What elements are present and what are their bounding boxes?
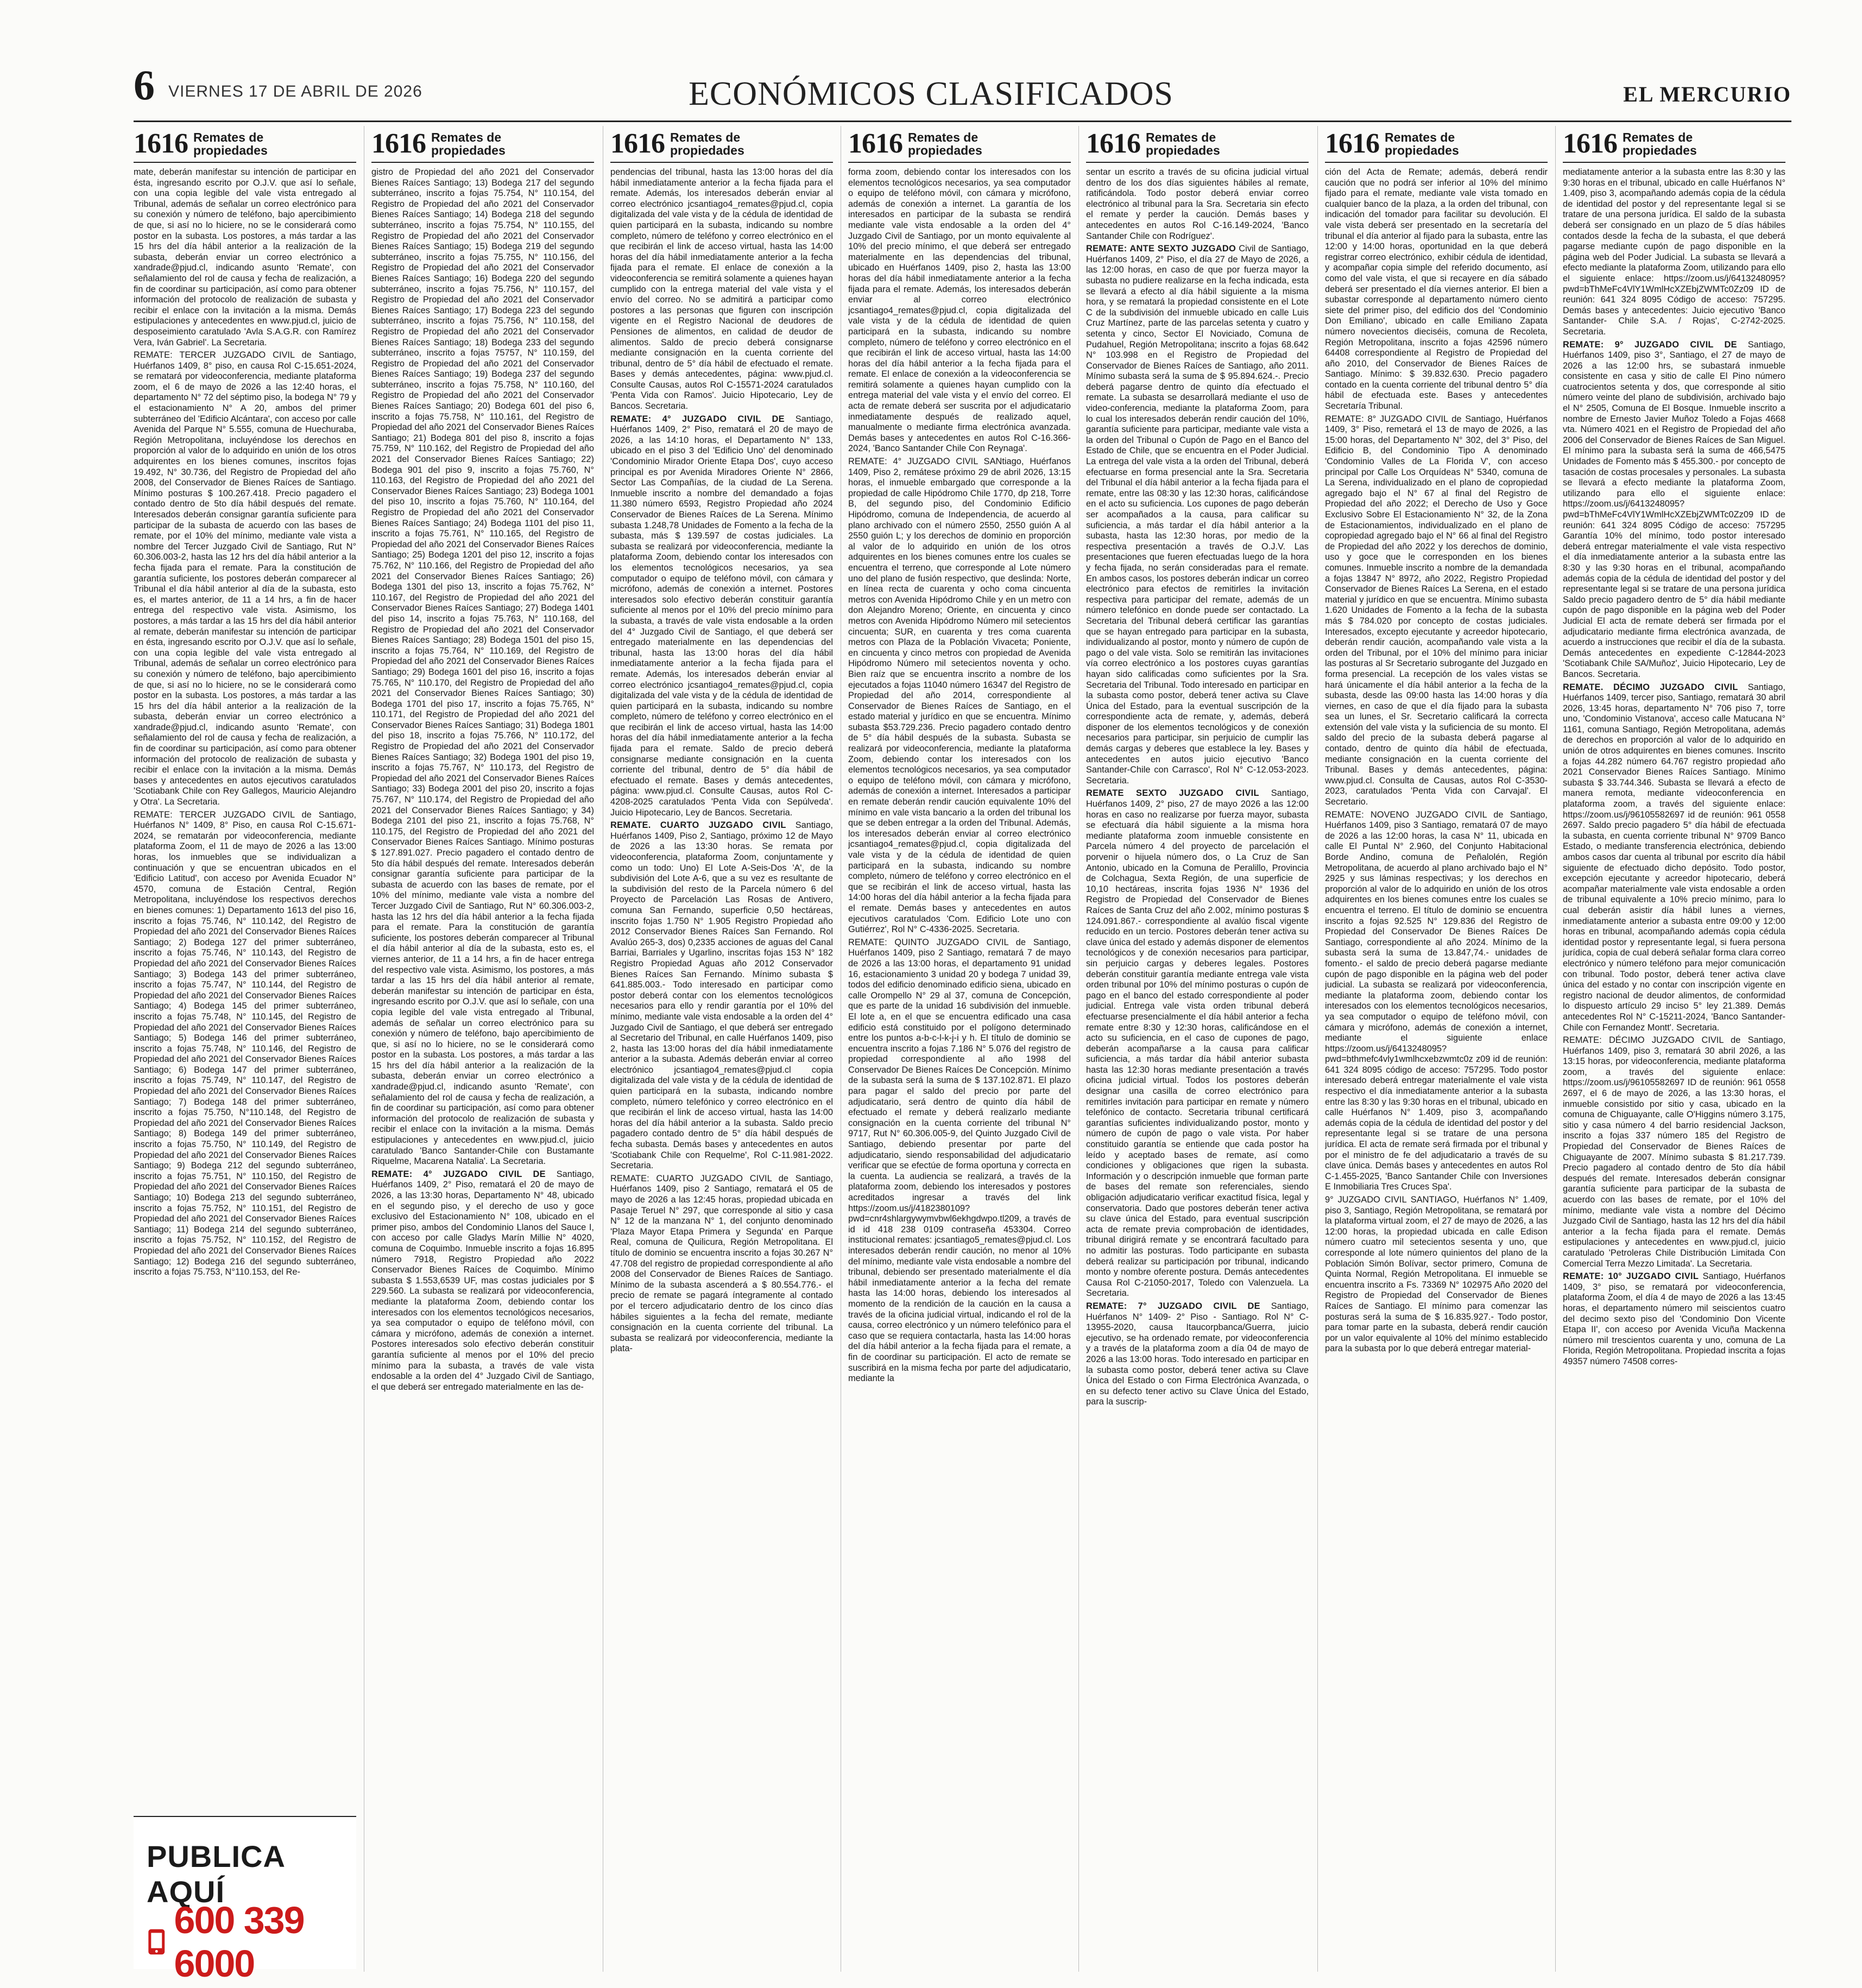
category-label (431, 131, 506, 157)
column-header (134, 126, 356, 163)
phone-icon (147, 1926, 167, 1958)
category-label-line1: Remates de (1623, 130, 1693, 144)
category-label-line2: propiedades (1623, 143, 1697, 157)
publication-date: VIERNES 17 DE ABRIL DE 2026 (168, 83, 422, 100)
category-label (1385, 131, 1459, 157)
auction-notice: REMATE: 4° JUZGADO CIVIL DE Santiago, Huérfanos 1409, 2° Piso, rematará el 20 de mayo de 2026, a las 14:10 horas, el Departamento N° 133, ubicado en el piso 3 del 'Edificio Uno' del denominado 'Condominio Mirador Oriente Etapa Dos', cuyo acceso principal es por Avenida Miradores Oriente N° 2866, Sector Las Compañías, de la ciudad de La Serena. Inmueble inscrito a nombre del demandado a fojas 11.380 número 6593, Registro Propiedad año 2024 Conservador de Bienes Raíces de La Serena. Mínimo subasta 1.248,78 Unidades de Fomento a la fecha de la subasta, más $ 139.597 de costas judiciales. La subasta se realizará por videoconferencia, mediante la plataforma Zoom, debiendo contar los interesados con los elementos tecnológicos necesarios, ya sea computador o equipo de teléfono móvil, con cámara y micrófono, además de conexión a internet. Postores interesados solo efectivo deberán constituir garantía suficiente al menos por el 10% del precio mínimo para la subasta, a través de vale vista endosable a la orden del 4° Juzgado Civil de Santiago, el que deberá ser entregado materialmente en las dependencias del tribunal, hasta las 13:00 horas del día hábil inmediatamente anterior a la fecha fijada para el remate. Además, los interesados deberán enviar al correo electrónico jcsantiago4_remates@pjud.cl, copia digitalizada del vale vista y de la cédula de identidad de quien participará en la subasta, indicando su nombre completo, número de teléfono y correo electrónico en el que recibirán el link de acceso virtual, hasta las 14:00 horas del día hábil inmediatamente anterior a la fecha fijada para el remate. Saldo de precio deberá consignarse mediante consignación en la cuenta corriente del tribunal, dentro de 5° día hábil de efectuado el remate. Bases y demás antecedentes, página: www.pjud.cl. Consulte Causas, autos Rol C-4208-2025 caratulados 'Penta Vida con Sepúlveda'. Juicio Hipotecario, Ley de Bancos. Secretaria. (610, 414, 833, 818)
auction-notice: forma zoom, debiendo contar los interesados con los elementos tecnológicos necesarios, ya sea computador o equipo de teléfono móvil, con cámara y micrófono, además de conexión a internet. La garantía de los interesados en participar de la subasta se rendirá mediante vale vista endosable a la orden del 4° Juzgado Civil de Santiago, por un monto equivalente al 10% del precio mínimo, el que deberá ser entregado materialmente en las dependencias del tribunal, ubicado en Huérfanos 1409, piso 2, hasta las 13:00 horas del día hábil inmediatamente anterior a la fecha fijada para el remate. Además, los interesados deberán enviar al correo electrónico jcsantiago4_remates@pjud.cl, copia digitalizada del vale vista y de la cédula de identidad de quien participará en la subasta, indicando su nombre completo, número de teléfono y correo electrónico en el que recibirán el link de acceso virtual, hasta las 14:00 horas del día hábil anterior a la fecha fijada para el remate. El enlace de conexión a la videoconferencia se remitirá solamente a quienes hayan cumplido con la entrega material del vale vista y el envío del correo. El acta de remate deberá ser suscrita por el adjudicatario inmediatamente después de realizado aquel, manualmente o mediante firma electrónica avanzada. Demás bases y antecedentes en autos Rol C-16.366-2024, 'Banco Santander Chile Con Reynaga'. (848, 167, 1071, 454)
auction-notice: REMATE: 4° JUZGADO CIVIL SANtiago, Huérfanos 1409, Piso 2, remátese próximo 29 de abril 2026, 13:15 horas, el inmueble embargado que corresponde a la propiedad de calle Hipódromo Chile 1770, dp 218, Torre B, del segundo piso, del Condominio Edificio Hipódromo, comuna de Independencia, de acuerdo al plano archivado con el número 2550, 2550 guión A al 2550 guión L; y los derechos de dominio en proporción al valor de lo adquirido en unión de los otros adquirentes en los bienes comunes entre los cuales se encuentra el terreno, que corresponde al Lote número uno del plano de fusión respectivo, que deslinda: Norte, en línea recta de cuarenta y ocho coma cincuenta metros con Avenida Hipódromo Chile y en un metro con don Alejandro Moreno; Oriente, en cincuenta y cinco metros con Avenida Hipódromo Número mil setecientos cincuenta; SUR, en cuarenta y tres coma cuarenta metros con Plaza de la Población Vivaceta; Poniente, en cincuenta y cinco metros con propiedad de Avenida Hipódromo Número mil setecientos noventa y ocho. Bien raíz que se encuentra inscrito a nombre de los ejecutados a fojas 11040 número 16347 del Registro de Propiedad del año 2014, correspondiente al Conservador de Bienes Raíces de Santiago, en el estado material y jurídico en que se encuentra. Mínimo subasta $53.729.236. Precio pagadero contado dentro de 5° día hábil después de la subasta. Subasta se realizará por videoconferencia, mediante la plataforma Zoom, debiendo contar los interesados con los elementos tecnológicos necesarios, ya sea computador o equipo de teléfono móvil, con cámara y micrófono, además de conexión a internet. Interesados a participar en remate deberán rendir caución equivalente 10% del mínimo en vale vista bancario a la orden del tribunal los que se deben entregar a la orden del Tribunal. Además, los interesados deberán enviar al correo electrónico jcsantiago4_remates@pjud.cl, copia digitalizada del vale vista y de la cédula de identidad de quien participará en la subasta, indicando su nombre completo, número de teléfono y correo electrónico en el que se recibirán el link de acceso virtual, hasta las 14:00 horas del día hábil anterior a la fecha fijada para el remate. Demás bases y antecedentes en autos ejecutivos caratulados 'Com. Edificio Lote uno con Gutiérrez', Rol N° C-4336-2025. Secretaria. (848, 457, 1071, 935)
category-label-line1: Remates de (670, 130, 741, 144)
newspaper-logo: EL MERCURIO (1623, 82, 1791, 106)
category-label (1623, 131, 1697, 157)
auction-notice: REMATE: 7° JUZGADO CIVIL DE Santiago, Huérfanos N° 1409- 2° Piso - Santiago. Rol N° C-13955-2020, causa Itaucorpbanca/Guerra, juicio ejecutivo, se ha ordenado remate, por videoconferencia y a través de la plataforma zoom a día 04 de mayo de 2026 a las 13:00 horas. Todo interesado en participar en la subasta como postor, deberá tener activa su Clave Única del Estado o con Firma Electrónica Avanzada, o en su defecto tener activo su Clave Única del Estado, para la suscrip- (1086, 1301, 1309, 1407)
auction-notice: mate, deberán manifestar su intención de participar en ésta, ingresando escrito por O.J.V. que así lo señale, con una copia legible del vale vista entregado al Tribunal, además de señalar un correo electrónico para su conexión y número de teléfono, bajo apercibimiento de que, si así no lo hiciere, no se le considerará como postor en la subasta. Los postores, a más tardar a las 15 hrs del día hábil anterior a la realización de la subasta, deberán enviar un correo electrónico a xandrade@pjud.cl, indicando asunto 'Remate', con señalamiento del rol de causa y fecha de realización, a fin de coordinar su participación, así como para obtener información del protocolo de realización de subasta y recibir el enlace con la invitación a la misma. Demás estipulaciones y antecedentes en www.pjud.cl, juicio de desposeimiento caratulado 'Avla S.A.G.R. con Ramírez Vera, Iván Gabriel'. La Secretaria. (134, 167, 356, 347)
auction-notice: gistro de Propiedad del año 2021 del Conservador Bienes Raíces Santiago; 13) Bodega 217 del segundo subterráneo, inscrito a fojas 75.754, N° 110.154, del Registro de Propiedad del año 2021 del Conservador Bienes Raíces Santiago; 14) Bodega 218 del segundo subterráneo, inscrito a fojas 75.754, N° 110.155, del Registro de Propiedad del año 2021 del Conservador Bienes Raíces Santiago; 15) Bodega 219 del segundo subterráneo, inscrito a fojas 75.755, N° 110.156, del Registro de Propiedad del año 2021 del Conservador Bienes Raíces Santiago; 16) Bodega 220 del segundo subterráneo, inscrito a fojas 75.756, N° 110.157, del Registro de Propiedad del año 2021 del Conservador Bienes Raíces Santiago; 17) Bodega 223 del segundo subterráneo, inscrito a fojas 75.756, N° 110.158, del Registro de Propiedad del año 2021 del Conservador Bienes Raíces Santiago; 18) Bodega 233 del segundo subterráneo, inscrito a fojas 75757, N° 110.159, del Registro de Propiedad del año 2021 del Conservador Bienes Raíces Santiago; 19) Bodega 237 del segundo subterráneo, inscrito a fojas 75.758, N° 110.160, del Registro de Propiedad del año 2021 del Conservador Bienes Raíces Santiago; 20) Bodega 601 del piso 6, inscrito a fojas 75.758, N° 110.161, del Registro de Propiedad del año 2021 del Conservador Bienes Raíces Santiago; 21) Bodega 801 del piso 8, inscrito a fojas 75.759, N° 110.162, del Registro de Propiedad del año 2021 del Conservador Bienes Raíces Santiago; 22) Bodega 901 del piso 9, inscrito a fojas 75.760, N° 110.163, del Registro de Propiedad del año 2021 del Conservador Bienes Raíces Santiago; 23) Bodega 1001 del piso 10, inscrito a fojas 75.760, N° 110.164, del Registro de Propiedad del año 2021 del Conservador Bienes Raíces Santiago; 24) Bodega 1101 del piso 11, inscrito a fojas 75.761, N° 110.165, del Registro de Propiedad del año 2021 del Conservador Bienes Raíces Santiago; 25) Bodega 1201 del piso 12, inscrito a fojas 75.762, N° 110.166, del Registro de Propiedad del año 2021 del Conservador Bienes Raíces Santiago; 26) Bodega 1301 del piso 13, inscrito a fojas 75.762, N° 110.167, del Registro de Propiedad del año 2021 del Conservador Bienes Raíces Santiago; 27) Bodega 1401 del piso 14, inscrito a fojas 75.763, N° 110.168, del Registro de Propiedad del año 2021 del Conservador Bienes Raíces Santiago; 28) Bodega 1501 del piso 15, inscrito a fojas 75.764, N° 110.169, del Registro de Propiedad del año 2021 del Conservador Bienes Raíces Santiago; 29) Bodega 1601 del piso 16, inscrito a fojas 75.765, N° 110.170, del Registro de Propiedad del año 2021 del Conservador Bienes Raíces Santiago; 30) Bodega 1701 del piso 17, inscrito a fojas 75.765, N° 110.171, del Registro de Propiedad del año 2021 del Conservador Bienes Raíces Santiago; 31) Bodega 1801 del piso 18, inscrito a fojas 75.766, N° 110.172, del Registro de Propiedad del año 2021 del Conservador Bienes Raíces Santiago; 32) Bodega 1901 del piso 19, inscrito a fojas 75.767, N° 110.173, del Registro de Propiedad del año 2021 del Conservador Bienes Raíces Santiago; 33) Bodega 2001 del piso 20, inscrito a fojas 75.767, N° 110.174, del Registro de Propiedad del año 2021 del Conservador Bienes Raíces Santiago; y 34) Bodega 2101 del piso 21, inscrito a fojas 75.768, N° 110.175, del Registro de Propiedad del año 2021 del Conservador Bienes Raíces Santiago. Mínimo posturas $ 127.891.027. Precio pagadero el contado dentro de 5to día hábil después del remate. Interesados deberán consignar garantía suficiente para participar de la subasta de acuerdo con las bases de remate, por el 10% del mínimo, mediante vale vista a nombre del Tercer Juzgado Civil de Santiago, Rut N° 60.306.003-2, hasta las 12 hrs del día hábil anterior a la fecha fijada para el remate. Para la constitución de garantía suficiente, los postores deberán comparecer al Tribunal el día hábil anterior al día de la subasta, esto es, el viernes anterior, de 11 a 14 hrs, a fin de hacer entrega del respectivo vale vista. Asimismo, los postores, a más tardar a las 15 hrs del día hábil anterior al remate, deberán manifestar su intención de participar en ésta, ingresando escrito por O.J.V. que así lo señale, con una copia legible del vale vista entregado al Tribunal, además de señalar un correo electrónico para su conexión y número de teléfono, bajo apercibimiento de que, si así no lo hiciere, no se le considerará como postor en la subasta. Los postores, a más tardar a las 15 hrs del día hábil anterior a la realización de la subasta, deberán enviar un correo electrónico a xandrade@pjud.cl, indicando asunto 'Remate', con señalamiento del rol de causa y fecha de realización, a fin de coordinar su participación, así como para obtener información del protocolo de realización de subasta y recibir el enlace con la invitación a la misma. Demás estipulaciones y antecedentes en www.pjud.cl, juicio caratulado 'Banco Santander-Chile con Bustamante Riquelme, Macarena Natalia'. La Secretaria. (371, 167, 594, 1167)
category-code: 1616 (848, 128, 902, 159)
auction-notice: REMATE: TERCER JUZGADO CIVIL de Santiago, Huérfanos 1409, 8° piso, en causa Rol C-15.651-2024, se rematará por videoconferencia, mediante plataforma zoom, el 6 de mayo de 2026 a las 12:40 horas, el departamento N° 72 del séptimo piso, la bodega N° 79 y el estacionamiento N° A 20, ambos del primer subterráneo del 'Edificio Alcántara', con acceso por calle Avenida del Parque N° 5.555, comuna de Huechuraba, Región Metropolitana, incluyéndose los derechos en proporción al valor de lo adquirido en unión de los otros adquirentes en los bienes comunes, inscritos fojas 19.492, N° 30.736, del Registro de Propiedad del año 2008, del Conservador de Bienes Raíces de Santiago. Mínimo posturas $ 100.267.418. Precio pagadero el contado dentro de 5to día hábil después del remate. Interesados deberán consignar garantía suficiente para participar de la subasta de acuerdo con las bases de remate, por el 10% del mínimo, mediante vale vista a nombre del Tercer Juzgado Civil de Santiago, Rut N° 60.306.003-2, hasta las 12 hrs del día hábil anterior a la fecha fijada para el remate. Para la constitución de garantía suficiente, los postores deberán comparecer al Tribunal el día hábil anterior al día de la subasta, esto es, el martes anterior, de 11 a 14 hrs, a fin de hacer entrega del respectivo vale vista. Asimismo, los postores, a más tardar a las 15 hrs del día hábil anterior al remate, deberán manifestar su intención de participar en ésta, ingresando escrito por O.J.V. que así lo señale, con una copia legible del vale vista entregado al Tribunal, además de señalar un correo electrónico para su conexión y número de teléfono, bajo apercibimiento de que, si así no lo hiciere, no se le considerará como postor en la subasta. Los postores, a más tardar a las 15 hrs del día hábil anterior a la realización de la subasta, deberán enviar un correo electrónico a xandrade@pjud.cl, indicando asunto 'Remate', con señalamiento del rol de causa y fecha de realización, a fin de coordinar su participación, así como para obtener información del protocolo de realización de subasta y recibir el enlace con la invitación a la misma. Demás bases y antecedentes en autos ejecutivos caratulados 'Scotiabank Chile con Rey Gallegos, Mauricio Alejandro y Otra'. La Secretaria. (134, 350, 356, 807)
column-divider (1078, 126, 1079, 1972)
category-label-line2: propiedades (431, 143, 506, 157)
category-label-line2: propiedades (908, 143, 982, 157)
category-label-line2: propiedades (1385, 143, 1459, 157)
header-rule (134, 121, 1791, 122)
auction-notice: ción del Acta de Remate; además, deberá rendir caución que no podrá ser inferior al 10% del mínimo fijado para el remate, mediante vale vista tomado en cualquier banco de la plaza, a la orden del tribunal, con indicación del tomador para facilitar su devolución. El vale vista deberá ser presentado en la secretaría del tribunal el día anterior al fijado para la subasta, entre las 12:00 y 14:00 horas, oportunidad en la que deberá registrar correo electrónico, exhibir cédula de identidad, y acompañar copia simple del referido documento, así como del vale vista, el que si recayere en día sábado deberá ser presentado el día viernes anterior. El bien a subastar corresponde al departamento número ciento siete del primer piso, del edificio dos del 'Condominio Don Emiliano', ubicado en calle Emiliano Zapata número novecientos dieciséis, comuna de Recoleta, Región Metropolitana, inscrito a fojas 42596 número 64408 correspondiente al Registro de Propiedad del año 2010, del Conservador de Bienes Raíces de Santiago. Mínimo: $ 39.832.630. Precio pagadero contado en la cuenta corriente del tribunal dentro 5° día hábil de efectuada este. Bases y antecedentes Secretaría Tribunal. (1325, 167, 1548, 411)
column-header (371, 126, 594, 163)
category-label (1146, 131, 1220, 157)
category-code: 1616 (1325, 128, 1379, 159)
auction-notice: sentar un escrito a través de su oficina judicial virtual dentro de los dos días siguientes hábiles al remate, ratificándola. Todo postor deberá enviar correo electrónico al tribunal para la Sra. Secretaria sin efecto el remate y perder la caución. Demás bases y antecedentes en autos Rol C-16.149-2024, 'Banco Santander Chile con Rodríguez'. (1086, 167, 1309, 241)
column-body (1563, 167, 1785, 1367)
auction-notice: REMATE: CUARTO JUZGADO CIVIL de Santiago, Huérfanos 1409, piso 2 Santiago, rematará el 05 de mayo de 2026 a las 12:45 horas, propiedad ubicada en Pasaje Teruel N° 297, que corresponde al sitio y casa N° 12 de la manzana N° 1, del conjunto denominado 'Plaza Mayor Etapa Primera y Segunda' en Parque Real, comuna de Quilicura, Región Metropolitana. El título de dominio se encuentra inscrito a fojas 30.267 N° 47.708 del registro de propiedad correspondiente al año 2008 del Conservador de Bienes Raíces de Santiago. Mínimo de la subasta ascenderá a $ 80.554.776.- el precio de remate se pagará íntegramente al contado por el tercero adjudicatario dentro de los cinco días hábiles siguientes a la fecha del remate, mediante consignación en la cuenta corriente del tribunal. La subasta se realizará por videoconferencia, mediante la plata- (610, 1173, 833, 1354)
ad-phone-text: 600 339 6000 (174, 1899, 304, 1985)
auction-notice: REMATE: 9° JUZGADO CIVIL DE Santiago, Huérfanos 1409, piso 3°, Santiago, el 27 de mayo de 2026 a las 12:00 hrs, se subastará inmueble consistente en casa y sitio de calle El Pino número cuatrocientos setenta y dos, que corresponde al sitio número veinte del plano de subdivisión, archivado bajo el N° 2505, Comuna de El Bosque. Inmueble inscrito a nombre de Ernesto Javier Muñoz Toledo a Fojas 4668 vta. Número 4021 en el Registro de Propiedad del año 2006 del Conservador de Bienes Raíces de San Miguel. El mínimo para la subasta será la suma de 466,5475 Unidades de Fomento más $ 455.300.- por concepto de tasación de costas procesales y personales. La subasta se llevará a efecto mediante la plataforma Zoom, utilizando para ello el siguiente enlace: https://zoom.us/j/6413248095?pwd=bThMeFc4VlY1WmlHcXZEbjZWMTc0Zz09 ID de reunión: 641 324 8095 Código de acceso: 757295 Garantía 10% del mínimo, todo postor interesado deberá entregar materialmente el vale vista respectivo el día inmediatamente anterior a la subasta entre las 8:30 y las 9:30 horas en el tribunal, acompañando además copia de la cédula de identidad del postor y del representante legal si se tratare de una persona jurídica Saldo precio pagadero dentro de 5° día hábil mediante cupón de pago disponible en la página web del Poder Judicial El acta de remate deberá ser firmada por el adjudicatario mediante firma electrónica avanzada, de acuerdo a instrucciones que recibir el día de la subasta. Demás antecedentes en expediente C-12844-2023 'Scotiabank Chile SA/Muñoz', Juicio Hipotecario, Ley de Bancos. Secretaria. (1563, 339, 1785, 679)
auction-notice: REMATE: DÉCIMO JUZGADO CIVIL de Santiago, Huérfanos 1409, piso 3, rematará 30 abril 2026, a las 13:15 horas, por videoconferencia, mediante plataforma zoom, a través del siguiente enlace: https://zoom.us/j/96105582697 ID de reunión: 961 0558 2697, el 6 de mayo de 2026, a las 13:30 horas, el inmueble consistido por sitio y casa, ubicado en la comuna de Chiguayante, calle O'Higgins número 3.175, sitio y casa número 4 del barrio residencial Jackson, inscrito a fojas 337 número 185 del Registro de Propiedad del Conservador de Bienes Raíces de Chiguayante de 2007. Mínimo subasta $ 81.217.739. Precio pagadero al contado dentro de 5to día hábil después del remate. Interesados deberán consignar garantía suficiente para participar de la subasta de acuerdo con las bases de remate, por el 10% del mínimo, mediante vale vista a nombre del Décimo Juzgado Civil de Santiago, hasta las 12 hrs del día hábil anterior a la fecha fijada para el remate. Demás estipulaciones y antecedentes en www.pjud.cl, juicio caratulado 'Petroleras Chile Distribución Limitada Con Comercial Terra Mezzo Limitada'. La Secretaria. (1563, 1035, 1785, 1269)
auction-notice: REMATE: 8° JUZGADO CIVIL de Santiago, Huérfanos 1409, 3° Piso, remetará el 13 de mayo de 2026, a las 15:00 horas, del Departamento N° 302, del 3° Piso, del Edificio B, del Condominio Tipo A denominado 'Condominio Valles de La Florida V', con acceso principal por Calle Los Orquídeas N° 5340, comuna de La Serena, individualizado en el plano de copropiedad agregado bajo el N° 67 al final del Registro de Propiedad del año 2022; el Derecho de Uso y Goce Exclusivo Sobre El Estacionamiento N° 32, de la Zona de Estacionamientos, individualizado en el plano de copropiedad agregado bajo el N° 66 al final del Registro de Propiedad del año 2022 y los derechos de dominio, uso y goce que le corresponden en los bienes comunes. Inmueble inscrito a nombre de la demandada a fojas 13847 N° 8972, año 2022, Registro Propiedad Conservador de Bienes Raíces La Serena, en el estado material y jurídico en que se encuentra. Mínimo subasta 1.620 Unidades de Fomento a la fecha de la subasta más $ 784.020 por concepto de costas judiciales. Interesados, excepto ejecutante y acreedor hipotecario, deberán rendir caución, acompañando vale vista a la orden del Tribunal, por el 10% del mínimo para iniciar las posturas al Sr Secretario subrogante del Juzgado en forma presencial. La recepción de los vales vistas se hará únicamente el día hábil anterior a la fecha de la subasta, desde las 09:00 hasta las 14:00 horas y día viernes, en caso de que el día fijado para la subasta sea un lunes, el Sr. Secretario calificará la correcta extensión del vale vista y la suficiencia de su monto. El saldo del precio de la subasta deberá pagarse al contado, dentro de quinto día hábil de efectuada, mediante consignación en la cuenta corriente del Tribunal. Bases y demás antecedentes, página: www.pjud.cl. Consulta de Causas, autos Rol C-3530-2023, caratulados 'Penta Vida con Carvajal'. El Secretario. (1325, 414, 1548, 807)
category-label (670, 131, 744, 157)
column-header (1086, 126, 1309, 163)
column-body (371, 167, 594, 1392)
auction-notice: REMATE: NOVENO JUZGADO CIVIL de Santiago, Huérfanos 1409, piso 3 Santiago, rematará 07 de mayo de 2026 a las 12:00 horas, la casa N° 11, ubicada en calle El Puntal N° 2.960, del Conjunto Habitacional Borde Andino, comuna de Peñalolén, Región Metropolitana, de acuerdo al plano archivado bajo el N° 2925 y sus láminas respectivas; y los derechos en proporción al valor de lo adquirido en unión de los otros adquirentes en los bienes comunes entre los cuales se encuentra el terreno. El título de dominio se encuentra inscrito a fojas 92.525 N° 129.836 del Registro de Propiedad del Conservador De Bienes Raíces De Santiago, correspondiente al año 2024. Mínimo de la subasta será la suma de 13.847,74.- unidades de fomento.- el saldo de precio deberá pagarse mediante cupón de pago disponible en la página web del poder judicial. La subasta se realizará por videoconferencia, mediante la plataforma zoom, debiendo contar los interesados con los elementos tecnológicos necesarios, ya sea computador o equipo de teléfono móvil, con cámara y micrófono, además de conexión a internet, mediante el siguiente enlace https://zoom.us/j/6413248095?pwd=bthmefc4vly1wmlhcxebzwmtc0z z09 id de reunión: 641 324 8095 código de acceso: 757295. Todo postor interesado deberá entregar materialmente el vale vista respectivo el día inmediatamente anterior a la subasta entre las 8:30 y las 9:30 horas en el tribunal, ubicado en calle Huérfanos N° 1.409, piso 3, acompañando además copia de la cédula de identidad del postor y del representante legal si se tratare de una persona jurídica. El acta de remate será firmada por el tribunal y por el ministro de fe del adjudicatario a través de su clave única. Demás bases y antecedentes en autos Rol C-1.455-2025, 'Banco Santander Chile con Inversiones E Inmobiliaria Tres Cruces Spa'. (1325, 809, 1548, 1192)
category-label-line1: Remates de (193, 130, 264, 144)
auction-notice: mediatamente anterior a la subasta entre las 8:30 y las 9:30 horas en el tribunal, ubicado en calle Huérfanos N° 1.409, piso 3, acompañando además copia de la cédula de identidad del postor y del representante legal si se tratare de una persona jurídica. El saldo de la subasta deberá ser consignado en un plazo de 5 días hábiles contados desde la fecha de la subasta, el que deberá pagarse mediante cupón de pago disponible en la página web del Poder Judicial. La subasta se llevará a efecto mediante la plataforma Zoom, utilizando para ello el siguiente enlace: https://zoom.us/j/6413248095?pwd=bThMeFc4VlY1WmlHcXZEbjZWMTc0Zz09 ID de reunión: 641 324 8095 Código de acceso: 757295. Demás bases y antecedentes: Juicio ejecutivo 'Banco Santander- Chile S.A. / Rojas', C-2742-2025. Secretaria. (1563, 167, 1785, 337)
auction-notice: REMATE: TERCER JUZGADO CIVIL de Santiago, Huérfanos N° 1409, 8° Piso, en causa Rol C-15.671-2024, se rematarán por videoconferencia, mediante plataforma Zoom, el 11 de mayo de 2026 a las 13:00 horas, los inmuebles que se individualizan a continuación y que se encuentran ubicados en el 'Edificio Latitud', con acceso por Avenida Ecuador N° 4570, comuna de Estación Central, Región Metropolitana, incluyéndose los respectivos derechos en bienes comunes: 1) Departamento 1613 del piso 16, inscrito a fojas 75.746, N° 110.142, del Registro de Propiedad del año 2021 del Conservador Bienes Raíces Santiago; 2) Bodega 127 del primer subterráneo, inscrito a fojas 75.746, N° 110.143, del Registro de Propiedad del año 2021 del Conservador Bienes Raíces Santiago; 3) Bodega 143 del primer subterráneo, inscrito a fojas 75.747, N° 110.144, del Registro de Propiedad del año 2021 del Conservador Bienes Raíces Santiago; 4) Bodega 145 del primer subterráneo, inscrito a fojas 75.748, N° 110.145, del Registro de Propiedad del año 2021 del Conservador Bienes Raíces Santiago; 5) Bodega 146 del primer subterráneo, inscrito a fojas 75.748, N° 110.146, del Registro de Propiedad del año 2021 del Conservador Bienes Raíces Santiago; 6) Bodega 147 del primer subterráneo, inscrito a fojas 75.749, N° 110.147, del Registro de Propiedad del año 2021 del Conservador Bienes Raíces Santiago; 7) Bodega 148 del primer subterráneo, inscrito a fojas 75.750, N°110.148, del Registro de Propiedad del año 2021 del Conservador Bienes Raíces Santiago; 8) Bodega 149 del primer subterráneo, inscrito a fojas 75.750, N° 110.149, del Registro de Propiedad del año 2021 del Conservador Bienes Raíces Santiago; 9) Bodega 212 del segundo subterráneo, inscrito a fojas 75.751, N° 110.150, del Registro de Propiedad del año 2021 del Conservador Bienes Raíces Santiago; 10) Bodega 213 del segundo subterráneo, inscrito a fojas 75.752, N° 110.151, del Registro de Propiedad del año 2021 del Conservador Bienes Raíces Santiago; 11) Bodega 214 del segundo subterráneo, inscrito a fojas 75.752, N° 110.152, del Registro de Propiedad del año 2021 del Conservador Bienes Raíces Santiago; 12) Bodega 216 del segundo subterráneo, inscrito a fojas 75.753, N°110.153, del Re- (134, 809, 356, 1277)
category-label-line1: Remates de (1146, 130, 1216, 144)
column-body (1325, 167, 1548, 1354)
auction-notice: REMATE: ANTE SEXTO JUZGADO Civil de Santiago, Huérfanos 1409, 2° Piso, el día 27 de Mayo de 2026, a las 12:00 horas, en caso de que por fuerza mayor la subasta no pudiere realizarse en la fecha indicada, esta se llevará a efecto al día hábil siguiente a la misma hora, y se rematará la propiedad consistente en el Lote C de la subdivisión del inmueble ubicado en calle Luis Cruz Martínez, parte de las parcelas setenta y cuatro y setenta y cinco, Sector El Noviciado, Comuna de Pudahuel, Región Metropolitana; inscrito a fojas 68.642 N° 103.998 en el Registro de Propiedad del Conservador de Bienes Raíces de Santiago, año 2011. Mínimo subasta será la suma de $ 95.894.624.-. Precio deberá pagarse dentro de quinto día efectuado el remate. La subasta se desarrollará mediante el uso de video-conferencia, mediante la plataforma Zoom, para lo cual los interesados deberán rendir caución del 10%, garantía suficiente para participar, mediante vale vista a la orden del Tribunal o Cupón de Pago en el Banco del Estado de Chile, que se encuentra en el Poder Judicial. La entrega del vale vista a la orden del Tribunal, deberá efectuarse en forma presencial ante la Sra. Secretaria del Tribunal el día hábil anterior a la fecha fijada para el remate, entre las 08:30 y las 12:30 horas, calificándose en el acto su suficiencia. Los cupones de pago deberán ser acompañados a la causa, para calificar su suficiencia, a más tardar el día hábil anterior a la subasta, hasta las 12:30 horas, por medio de la respectiva presentación a través de O.J.V. Las presentaciones que fueren efectuadas luego de la hora y fecha fijada, no serán consideradas para el remate. En ambos casos, los postores deberán indicar un correo electrónico para efectos de remitirles la invitación respectiva para participar del remate, además de un número telefónico en donde puede ser contactado. La Secretaria del Tribunal deberá certificar las garantías que se hayan entregado para participar en la subasta, individualizando al postor, monto y número de cupón de pago o del vale vista. Solo se remitirán las invitaciones vía correo electrónico a los postores cuyas garantías hayan sido calificadas como suficientes por la Sra. Secretaria del Tribunal. Todo interesado en participar en la subasta como postor, deberá tener activa su Clave Única del Estado, para la eventual suscripción de la correspondiente acta de remate, y, además, deberá disponer de los elementos tecnológicos y de conexión necesarios para participar, sin perjuicio de cumplir las demás cargas y deberes que establece la ley. Bases y antecedentes en autos juicio ejecutivo 'Banco Santander-Chile con Carrasco', Rol N° C-12.053-2023. Secretaria. (1086, 244, 1309, 786)
column-5 (1086, 126, 1309, 1972)
category-label-line2: propiedades (193, 143, 268, 157)
category-code: 1616 (134, 128, 188, 159)
auction-notice: REMATE. CUARTO JUZGADO CIVIL Santiago, Huérfanos 1409, Piso 2, Santiago, próximo 12 de Mayo de 2026 a las 13:30 horas. Se remata por videoconferencia, plataforma Zoom, conjuntamente y como un todo: Uno) El Lote A-Seis-Dos 'A', de la subdivisión del Lote A-6, que a su vez es resultante de la subdivisión del resto de la Parcela número 6 del Proyecto de Parcelación Las Rosas de Antivero, comuna San Fernando, superficie 0,50 hectáreas, inscrito fojas 1.750 N° 1.905 Registro Propiedad año 2012 Conservador Bienes Raíces San Fernando. Rol Avalúo 265-3, dos) 0,2335 acciones de aguas del Canal Barriai, Barriales y Ugarlino, inscritas fojas 153 N° 182 Registro Propiedad Aguas año 2012 Conservador Bienes Raíces San Fernando. Mínimo subasta $ 641.885.003.- Todo interesado en participar como postor deberá contar con los elementos tecnológicos necesarios para ello y rendir garantía por el 10% del mínimo, mediante vale vista endosable a la orden del 4° Juzgado Civil de Santiago, el que deberá ser entregado al Secretario del Tribunal, en calle Huérfanos 1409, piso 2, hasta las 13:00 horas del día hábil inmediatamente anterior a la subasta. Además deberán enviar al correo electrónico jcsantiago4_remates@pjud.cl copia digitalizada del vale vista y de la cédula de identidad de quien participará en la subasta, indicando nombre completo, número telefónico y correo electrónico en el que recibirán el link de acceso virtual, hasta las 14:00 horas del día hábil anterior a la subasta. Saldo precio pagadero contado dentro de 5° día hábil después de fecha subasta. Demás bases y antecedentes en autos 'Scotiabank Chile con Requelme', Rol C-11.981-2022. Secretaria. (610, 820, 833, 1171)
ad-phone-number[interactable] (147, 1898, 356, 1985)
column-divider (1317, 126, 1318, 1972)
column-body (1086, 167, 1309, 1408)
column-header (1563, 126, 1785, 163)
column-6 (1325, 126, 1548, 1972)
category-label (193, 131, 268, 157)
column-4 (848, 126, 1071, 1972)
category-label-line1: Remates de (431, 130, 502, 144)
section-title: ECONÓMICOS CLASIFICADOS (689, 75, 1173, 112)
category-label-line2: propiedades (1146, 143, 1220, 157)
category-code: 1616 (371, 128, 426, 159)
auction-notice: REMATE: QUINTO JUZGADO CIVIL de Santiago, Huérfanos 1409, piso 2 Santiago, rematará 7 de mayo de 2026 a las 13:00 horas, el departamento 91 unidad 16, estacionamiento 3 unidad 20 y bodega 7 unidad 39, todos del edificio denominado edificio siena, ubicado en calle Orompello N° 29 al 37, comuna de Concepción, que es parte de la unidad 16 subdivisión del inmueble. El lote a, en el que se encuentra edificado una casa edificio está constituido por el polígono determinado entre los puntos a-b-c-l-k-j-i y h. El título de dominio se encuentra inscrito a fojas 7.186 N° 5.076 del registro de propiedad correspondiente al año 1998 del Conservador De Bienes Raíces De Concepción. Mínimo de la subasta será la suma de $ 137.102.871. El plazo para pagar el saldo del precio por parte del adjudicatario, será dentro de quinto día hábil de efectuado el remate y deberá realizarlo mediante consignación en la cuenta corriente del tribunal N° 9717, Rut N° 60.306.005-9, del Quinto Juzgado Civil de Santiago, debiendo presentar por parte del adjudicatario, siendo responsabilidad del adjudicatario verificar que se efectúe de forma oportuna y correcta en la cuenta. La audiencia se realizará, a través de la plataforma zoom, debiendo los interesados y postores acreditados ingresar a través del link https://zoom.us/j/4182380109?pwd=cnr4shlargywymvbwl6ekhgdwpo.tl209, a través de id id 418 238 0109 contraseña 453304. Correo institucional remates: jcsantiago5_remates@pjud.cl. Los interesados deberán rendir caución, no menor al 10% del mínimo, mediante vale vista endosable a nombre del tribunal, debiendo ser presentado materialmente el día hábil inmediatamente anterior a la fecha del remate hasta las 14:00 horas, debiendo los interesados al momento de la rendición de la caución en la causa a través de la oficina judicial virtual, indicando el rol de la causa, correo electrónico y un número telefónico para el caso que se requiera contactarla, hasta las 14:00 horas del día hábil anterior a la fecha fijada para el remate, a fin de coordinar su participación. El acto de remate se suscribirá en la misma fecha por parte del adjudicatario, mediante la (848, 937, 1071, 1384)
auction-notice: REMATE. DÉCIMO JUZGADO CIVIL Santiago, Huérfanos 1409, tercer piso, Santiago, rematará 30 abril 2026, 13:45 horas, departamento N° 706 piso 7, torre uno, 'Condominio Vistanova', acceso calle Matucana N° 1161, comuna Santiago, Región Metropolitana, además de derechos en proporción al valor de lo adquirido en unión de otros adquirentes en bienes comunes. Inscrito a fojas 44.282 número 64.767 registro propiedad año 2021 Conservador Bienes Raíces Santiago. Mínimo subasta $ 33.744.346. Subasta se llevará a efecto de manera remota, mediante videoconferencia en plataforma zoom, a través del siguiente enlace: https://zoom.us/j/96105582697 id de reunión: 961 0558 2697. Saldo precio pagadero 5° día hábil de efectuada la subasta, en cuenta corriente tribunal N° 9709 Banco Estado, o mediante transferencia electrónica, debiendo ambos casos dar cuenta al tribunal por escrito día hábil siguiente de efectuado dicho depósito. Todo postor, excepción ejecutante y acreedor hipotecario, deberá acompañar materialmente vale vista endosable a orden de tribunal equivalente a 10% precio mínimo, para lo cual deberán asistir día hábil lunes a viernes, inmediatamente anterior a subasta entre 09:00 y 12:00 horas en tribunal, acompañando además copia cédula identidad postor y representante legal, si fuera persona jurídica, copia de cual deberá señalar forma clara correo electrónico y número teléfono para mejor comunicación con tribunal. Todo postor, deberá tener activa clave única del estado y no contar con inscripción vigente en registro nacional de deudor alimentos, de conformidad lo dispuesto artículo 29 inciso 5° ley 21.389. Demás antecedentes Rol N° C-15211-2024, 'Banco Santander-Chile con Fernandez Montt'. Secretaria. (1563, 682, 1785, 1033)
category-code: 1616 (1563, 128, 1617, 159)
column-body (610, 167, 833, 1354)
column-body (134, 167, 356, 1278)
column-divider (1555, 126, 1556, 1972)
column-7 (1563, 126, 1785, 1972)
auction-notice: 9° JUZGADO CIVIL SANTIAGO, Huérfanos N° 1.409, piso 3, Santiago, Región Metropolitana, se rematará por la plataforma virtual zoom, el 27 de mayo de 2026, a las 12:00 horas, la propiedad ubicada en calle Edison número cuatro mil setecientos sesenta y uno, que corresponde al lote número quinientos del plano de la Población Simón Bolívar, sector primero, Comuna de Quinta Normal, Región Metropolitana. El inmueble se encuentra inscrito a Fs. 73369 N° 102975 Año 2020 del Registro de Propiedad del Conservador de Bienes Raíces de Santiago. El mínimo para comenzar las posturas será la suma de $ 16.835.927.- Todo postor, para tomar parte en la subasta, deberá rendir caución por un valor equivalente al 10% del mínimo establecido para la subasta por lo que deberá entregar material- (1325, 1195, 1548, 1354)
page-number: 6 (134, 61, 155, 109)
column-body (848, 167, 1071, 1384)
column-header (610, 126, 833, 163)
ad-title: PUBLICA AQUÍ (147, 1839, 285, 1909)
column-3 (610, 126, 833, 1972)
auction-notice: pendencias del tribunal, hasta las 13:00 horas del día hábil inmediatamente anterior a la fecha fijada para el remate. Además, los interesados deberán enviar al correo electrónico jcsantiago4_remates@pjud.cl, copia digitalizada del vale vista y de la cédula de identidad de quien participará en la subasta, indicando su nombre completo, número de teléfono y correo electrónico en el que recibirán el link de acceso virtual, hasta las 14:00 horas del día hábil inmediatamente anterior a la fecha fijada para el remate. El enlace de conexión a la videoconferencia se remitirá solamente a quienes hayan cumplido con la entrega material del vale vista y el envío del correo. No se admitirá a participar como postores a las personas que figuren con inscripción vigente en el Registro Nacional de deudores de Pensiones de alimentos, en calidad de deudor de alimentos. Saldo de precio deberá consignarse mediante consignación en la cuenta corriente del tribunal, dentro de 5° día hábil de efectuado el remate. Bases y demás antecedentes, página: www.pjud.cl. Consulte Causas, autos Rol C-15571-2024 caratulados 'Penta Vida con Ramos'. Juicio Hipotecario, Ley de Bancos. Secretaria. (610, 167, 833, 411)
category-code: 1616 (610, 128, 665, 159)
category-label-line2: propiedades (670, 143, 744, 157)
category-label-line1: Remates de (908, 130, 979, 144)
auction-notice: REMATE: 4° JUZGADO CIVIL DE Santiago, Huérfanos 1409, 2° Piso, rematará el 20 de mayo de 2026, a las 13:30 horas, Departamento N° 48, ubicado en el segundo piso, y el derecho de uso y goce exclusivo del Estacionamiento N° 108, ubicado en el primer piso, ambos del Condominio Llanos del Sauce I, con acceso por calle Gladys Marín Millie N° 4020, comuna de Coquimbo. Inmueble inscrito a fojas 16.895 número 7918, Registro Propiedad año 2022 Conservador Bienes Raíces de Coquimbo. Mínimo subasta $ 1.553,6539 UF, mas costas judiciales por $ 229.560. La subasta se realizará por videoconferencia, mediante la plataforma Zoom, debiendo contar los interesados con los elementos tecnológicos necesarios, ya sea computador o equipo de teléfono móvil, con cámara y micrófono, además de conexión a internet. Postores interesados solo efectivo deberán constituir garantía suficiente al menos por el 10% del precio mínimo para la subasta, a través de vale vista endosable a la orden del 4° Juzgado Civil de Santiago, el que deberá ser entregado materialmente en las de- (371, 1169, 594, 1392)
category-label-line1: Remates de (1385, 130, 1455, 144)
auction-notice: REMATE: 10° JUZGADO CIVIL Santiago, Huérfanos 1409, 3° piso, se rematará por videoconferencia, plataforma Zoom, el día 4 de mayo de 2026 a las 13:45 horas, el departamento número mil seiscientos cuatro del decimo sexto piso del 'Condominio Don Vicente Etapa II', con acceso por Avenida Vicuña Mackenna número mil trescientos cuarenta y uno, comuna de La Florida, Región Metropolitana. Propiedad inscrita a fojas 49357 número 74508 corres- (1563, 1271, 1785, 1366)
category-label (908, 131, 982, 157)
category-code: 1616 (1086, 128, 1140, 159)
column-2 (371, 126, 594, 1972)
column-header (1325, 126, 1548, 163)
auction-notice: REMATE SEXTO JUZGADO CIVIL Santiago, Huérfanos 1409, 2° piso, 27 de mayo 2026 a las 12:00 horas en caso no realizarse por fuerza mayor, subasta se efectuará día hábil siguiente a la misma hora mediante plataforma zoom inmueble consistente en Parcela número 4 del proyecto de parcelación el porvenir o hijuela número dos, o La Cruz de San Antonio, ubicado en la Comuna de Peralillo, Provincia de Colchagua, Sexta Región, de una superficie de 10,10 hectáreas, inscrita fojas 1936 N° 1936 del Registro de Propiedad del Conservador de Bienes Raíces de Santa Cruz del año 2.002, mínimo posturas $ 124.091.867.- correspondiente al avalúo fiscal vigente reducido en un tercio. Postores deberán tener activa su clave única del estado y además disponer de elementos tecnológicos y de conexión necesarios para participar, sin perjuicio cargas y deberes legales. Postores deberán constituir garantía mediante entrega vale vista orden tribunal por 10% del mínimo posturas o cupón de pago en el banco del estado correspondiente al poder judicial. Entrega vale vista orden tribunal deberá efectuarse presencialmente el día hábil anterior a fecha remate entre 8:30 y 12:30 horas, calificándose en el acto su suficiencia, en el caso de cupones de pago, deberán acompañarse a la causa para calificar suficiencia, a más tardar día hábil anterior subasta hasta las 12:30 horas mediante presentación a través oficina judicial virtual. Todos los postores deberán designar una casilla de correo electrónico para remitirles invitación para participar en remate y número telefónico de contacto. Secretaria tribunal certificará garantías suficientes individualizando postor, monto y número de cupón de pago o vale vista. Por haber constituido garantía se entiende que cada postor ha leído y aceptado bases de remate, así como condiciones y obligaciones que rigen la subasta. Información y o descripción inmueble que forman parte de bases del remate son referenciales, siendo obligación adjudicatario verificar exactitud física, legal y conservatoria. Dado que postores deberán tener activa su clave única del Estado, para eventual suscripción acta de remate previa comprobación de identidades, tribunal dirigirá remate y se encontrará facultado para no admitir las posturas. Todo participante en subasta deberá realizar su participación por tribunal, indicando monto y nombre oferente postura. Demás antecedentes Causa Rol C-21050-2017, Toledo con Valenzuela. La Secretaria. (1086, 788, 1309, 1299)
publica-aqui-ad[interactable] (134, 1816, 356, 1985)
column-1 (134, 126, 356, 1809)
column-header (848, 126, 1071, 163)
